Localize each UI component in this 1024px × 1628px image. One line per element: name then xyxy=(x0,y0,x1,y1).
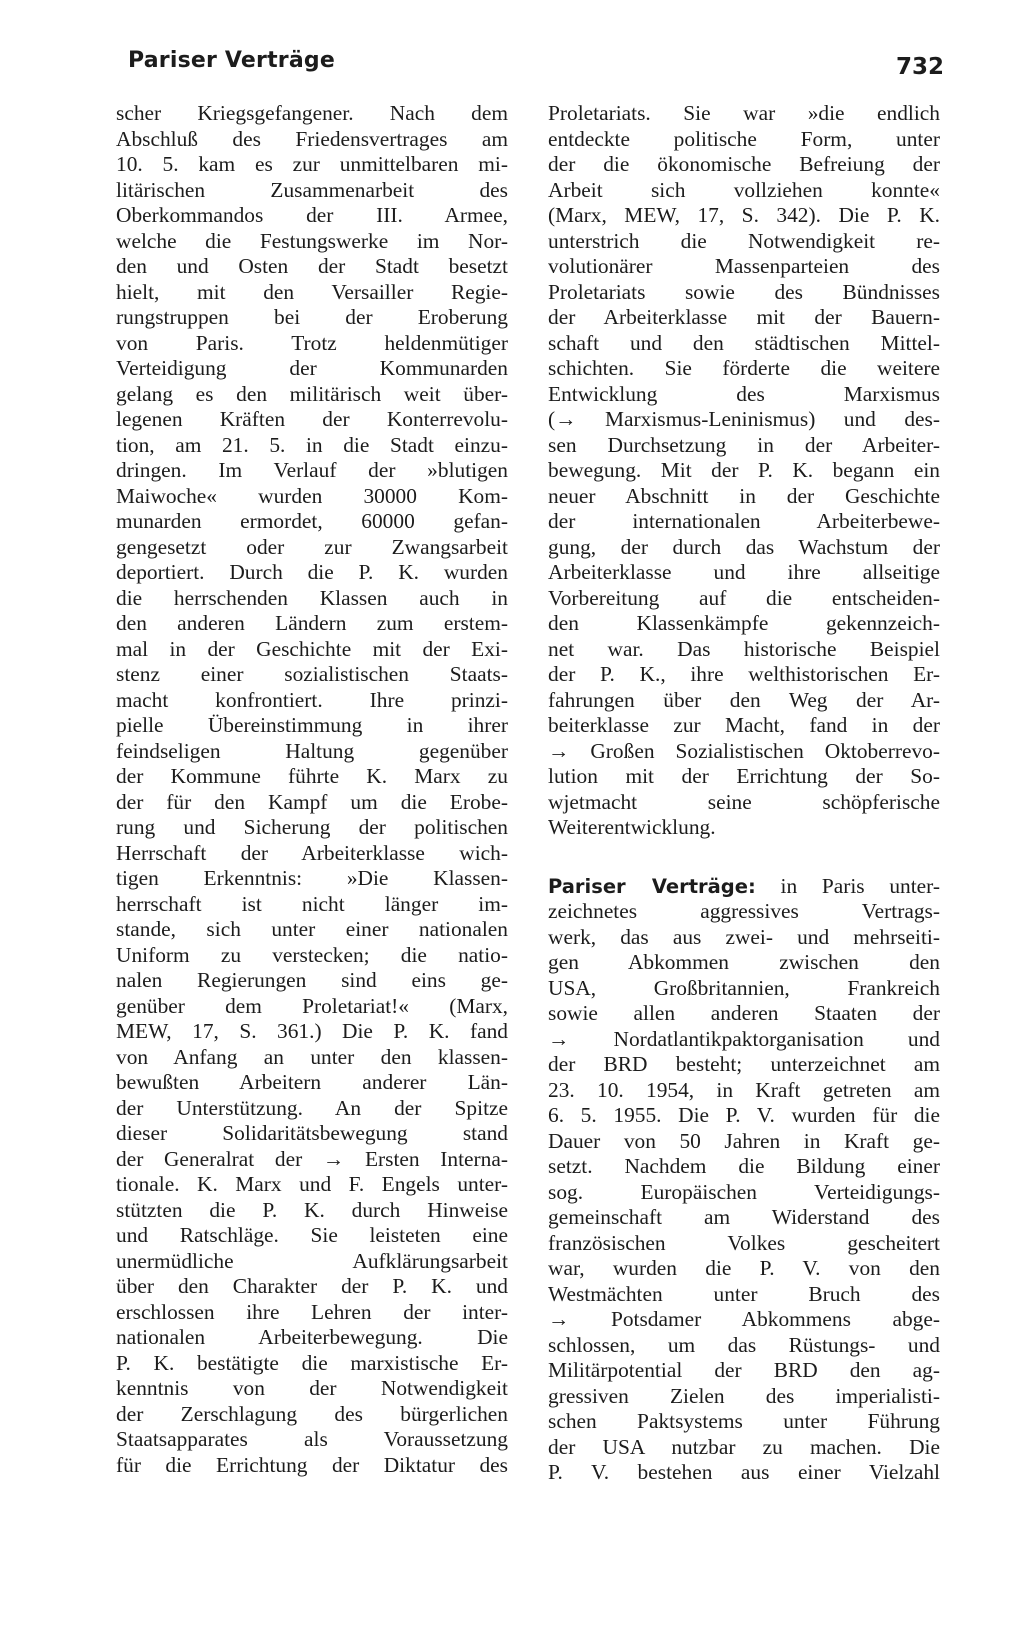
text-line: litärischen Zusammenarbeit des xyxy=(116,177,508,202)
text-line: tionale. K. Marx und F. Engels unter- xyxy=(116,1172,508,1196)
text-line: scher Kriegsgefangener. Nach dem xyxy=(116,101,508,125)
text-line: unterstrich die Notwendigkeit re- xyxy=(548,228,940,253)
text-line: Entwicklung des Marxismus xyxy=(548,381,940,406)
text-line: gemeinschaft am Widerstand des xyxy=(548,1205,940,1229)
text-line: 10. 5. kam es zur unmittelbaren mi- xyxy=(116,152,508,176)
text-line: den anderen Ländern zum erstem- xyxy=(116,611,508,635)
text-line: von Anfang an unter den klassen- xyxy=(116,1044,508,1069)
text-line: erschlossen ihre Lehren der inter- xyxy=(116,1299,508,1324)
text-line: genüber dem Proletariat!« (Marx, xyxy=(116,993,508,1018)
text-line: bewegung. Mit der P. K. begann ein xyxy=(548,458,940,482)
text-line: der die ökonomische Befreiung der xyxy=(548,152,940,176)
text-line: schen Paktsystems unter Führung xyxy=(548,1409,940,1433)
text-line: setzt. Nachdem die Bildung einer xyxy=(548,1154,940,1178)
text-line: P. V. bestehen aus einer Vielzahl xyxy=(548,1460,940,1484)
text-line: tigen Erkenntnis: »Die Klassen- xyxy=(116,866,508,890)
text-line: der Zerschlagung des bürgerlichen xyxy=(116,1401,508,1426)
text-line: lution mit der Errichtung der So- xyxy=(548,764,940,788)
text-line: der Arbeiterklasse mit der Bauern- xyxy=(548,305,940,329)
text-line: P. K. bestätigte die marxistische Er- xyxy=(116,1350,508,1375)
text-line: der P. K., ihre welthistorischen Er- xyxy=(548,662,940,686)
entry-separator xyxy=(548,841,940,874)
text-line: gelang es den militärisch weit über- xyxy=(116,381,508,406)
text-line: gung, der durch das Wachstum der xyxy=(548,534,940,559)
text-line: entdeckte politische Form, unter xyxy=(548,126,940,151)
text-line: → Großen Sozialistischen Oktoberrevo- xyxy=(548,738,940,763)
text-line: Oberkommandos der III. Armee, xyxy=(116,203,508,227)
text-line: den und Osten der Stadt besetzt xyxy=(116,254,508,278)
text-line: gressiven Zielen des imperialisti- xyxy=(548,1383,940,1408)
text-line: Herrschaft der Arbeiterklasse wich- xyxy=(116,840,508,865)
entry-first-line xyxy=(548,874,940,900)
text-line: zeichnetes aggressives Vertrags- xyxy=(548,899,940,923)
text-line: Arbeiterklasse und ihre allseitige xyxy=(548,560,940,584)
entry-first-line-text: in Paris unter- xyxy=(755,873,940,898)
text-line: stande, sich unter einer nationalen xyxy=(116,917,508,941)
text-line: der Unterstützung. An der Spitze xyxy=(116,1095,508,1120)
page-number: 732 xyxy=(895,54,944,80)
text-line: werk, das aus zwei- und mehrseiti- xyxy=(548,924,940,949)
text-line: Dauer von 50 Jahren in Kraft ge- xyxy=(548,1128,940,1153)
text-line: Militärpotential der BRD den ag- xyxy=(548,1358,940,1382)
text-line: war, wurden die P. V. von den xyxy=(548,1256,940,1280)
text-line: stützten die P. K. durch Hinweise xyxy=(116,1197,508,1222)
text-line: MEW, 17, S. 361.) Die P. K. fand xyxy=(116,1019,508,1043)
text-line: Westmächten unter Bruch des xyxy=(548,1281,940,1306)
text-line: Proletariats. Sie war »die endlich xyxy=(548,101,940,125)
text-line: gengesetzt oder zur Zwangsarbeit xyxy=(116,534,508,559)
text-line: net war. Das historische Beispiel xyxy=(548,636,940,661)
text-line: feindseligen Haltung gegenüber xyxy=(116,738,508,763)
text-line: dieser Solidaritätsbewegung stand xyxy=(116,1121,508,1145)
text-line: stenz einer sozialistischen Staats- xyxy=(116,662,508,686)
text-line: (Marx, MEW, 17, S. 342). Die P. K. xyxy=(548,203,940,227)
text-line: die herrschenden Klassen auch in xyxy=(116,585,508,610)
running-head-title: Pariser Verträge xyxy=(128,48,335,73)
text-line: der Kommune führte K. Marx zu xyxy=(116,764,508,788)
text-line: rung und Sicherung der politischen xyxy=(116,815,508,839)
text-line: macht konfrontiert. Ihre prinzi- xyxy=(116,687,508,712)
text-line: der USA nutzbar zu machen. Die xyxy=(548,1434,940,1459)
text-line: beiterklasse zur Macht, fand in der xyxy=(548,713,940,737)
text-line: Verteidigung der Kommunarden xyxy=(116,356,508,380)
text-line: dringen. Im Verlauf der »blutigen xyxy=(116,458,508,482)
text-line: mal in der Geschichte mit der Exi- xyxy=(116,636,508,661)
text-line: Weiterentwicklung. xyxy=(548,815,716,839)
text-line: wjetmacht seine schöpferische xyxy=(548,789,940,814)
text-line: französischen Volkes gescheitert xyxy=(548,1230,940,1255)
text-line: gen Abkommen zwischen den xyxy=(548,950,940,974)
text-line: nationalen Arbeiterbewegung. Die xyxy=(116,1325,508,1349)
text-line: neuer Abschnitt in der Geschichte xyxy=(548,483,940,508)
text-line: Uniform zu verstecken; die natio- xyxy=(116,942,508,967)
text-line: schaft und den städtischen Mittel- xyxy=(548,330,940,355)
text-line: Abschluß des Friedensvertrages am xyxy=(116,126,508,151)
text-line: den Klassenkämpfe gekennzeich- xyxy=(548,611,940,635)
text-line: herrschaft ist nicht länger im- xyxy=(116,891,508,916)
text-line: fahrungen über den Weg der Ar- xyxy=(548,687,940,712)
right-column xyxy=(548,101,940,1486)
text-line: munarden ermordet, 60000 gefan- xyxy=(116,509,508,533)
entry-lemma: Pariser Verträge: xyxy=(548,874,756,898)
text-line: der internationalen Arbeiterbewe- xyxy=(548,509,940,533)
text-line: der Generalrat der → Ersten Interna- xyxy=(116,1146,508,1171)
text-line: Vorbereitung auf die entscheiden- xyxy=(548,585,940,610)
text-line: unermüdliche Aufklärungsarbeit xyxy=(116,1248,508,1273)
text-line: schichten. Sie förderte die weitere xyxy=(548,356,940,380)
text-line: Staatsapparates als Voraussetzung xyxy=(116,1427,508,1451)
text-line: deportiert. Durch die P. K. wurden xyxy=(116,560,508,584)
text-line: 6. 5. 1955. Die P. V. wurden für die xyxy=(548,1103,940,1127)
text-line: nalen Regierungen sind eins ge- xyxy=(116,968,508,992)
text-line: 23. 10. 1954, in Kraft getreten am xyxy=(548,1077,940,1102)
text-line: USA, Großbritannien, Frankreich xyxy=(548,975,940,1000)
text-line: rungstruppen bei der Eroberung xyxy=(116,305,508,329)
text-line: legenen Kräften der Konterrevolu- xyxy=(116,407,508,431)
text-line: welche die Festungswerke im Nor- xyxy=(116,228,508,253)
text-line: und Ratschläge. Sie leisteten eine xyxy=(116,1223,508,1247)
text-line: von Paris. Trotz heldenmütiger xyxy=(116,330,508,355)
text-line: bewußten Arbeitern anderer Län- xyxy=(116,1070,508,1094)
text-line: hielt, mit den Versailler Regie- xyxy=(116,279,508,304)
text-line: für die Errichtung der Diktatur des xyxy=(116,1452,508,1477)
text-line: tion, am 21. 5. in die Stadt einzu- xyxy=(116,432,508,457)
text-line: (→ Marxismus-Leninismus) und des- xyxy=(548,407,940,431)
text-line: sog. Europäischen Verteidigungs- xyxy=(548,1179,940,1204)
text-line: sowie allen anderen Staaten der xyxy=(548,1001,940,1025)
text-line: pielle Übereinstimmung in ihrer xyxy=(116,713,508,737)
text-line: → Potsdamer Abkommens abge- xyxy=(548,1307,940,1331)
text-line: sen Durchsetzung in der Arbeiter- xyxy=(548,432,940,457)
text-line: der BRD besteht; unterzeichnet am xyxy=(548,1052,940,1076)
text-line: kenntnis von der Notwendigkeit xyxy=(116,1376,508,1400)
text-line: Maiwoche« wurden 30000 Kom- xyxy=(116,483,508,508)
left-column xyxy=(116,101,508,1478)
text-line: → Nordatlantikpaktorganisation und xyxy=(548,1026,940,1051)
text-line: Arbeit sich vollziehen konnte« xyxy=(548,177,940,202)
text-line: Proletariats sowie des Bündnisses xyxy=(548,279,940,304)
text-line: der für den Kampf um die Erobe- xyxy=(116,789,508,814)
text-line: über den Charakter der P. K. und xyxy=(116,1274,508,1298)
text-line: schlossen, um das Rüstungs- und xyxy=(548,1332,940,1357)
text-line: volutionärer Massenparteien des xyxy=(548,254,940,278)
